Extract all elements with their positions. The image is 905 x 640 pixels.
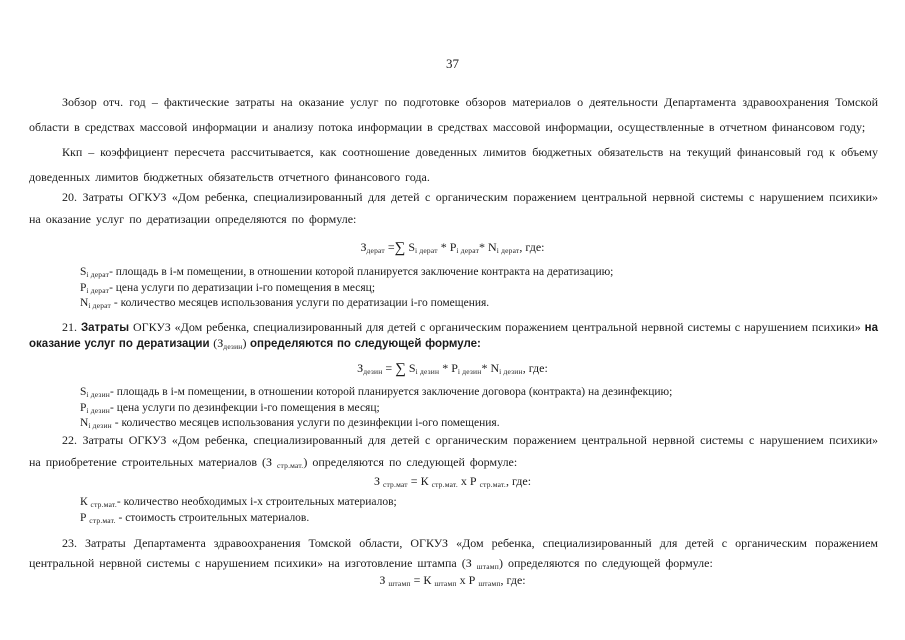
definition-p-dezin: Pi дезин- цена услуги по дезинфекции i-го помещения в месяц; — [80, 401, 380, 415]
paragraph-20-deratization: 20. Затраты ОГКУЗ «Дом ребенка, специализированный для детей с органическим поражением центральной нервной системы с нарушением психики» на оказание услуг по дератизации определяются по формуле: — [29, 190, 878, 226]
definitions-21 — [80, 386, 878, 433]
definition-n-derat: Ni дерат - количество месяцев использования услуги по дератизации i-го помещения. — [80, 297, 490, 310]
formula-20-deratization: Здерат =∑ Si дерат * Pi дерат* Ni дерат, где: — [360, 240, 545, 256]
paragraph-zobzor-otch-god: Зобзор отч. год – фактические затраты на оказание услуг по подготовке обзоров материалов о деятельности Департамента здравоохранения Томской области в средствах массовой информации и анализу потока информации в средствах массовой информации, осуществленные в отчетном финансовом году; — [29, 95, 878, 134]
definition-p-strmat: Р стр.мат. - стоимость строительных материалов. — [80, 511, 310, 525]
definition-s-derat: Si дерат- площадь в i-м помещении, в отношении которой планируется заключение контракта на дератизацию; — [80, 266, 614, 279]
definition-n-dezin: Ni дезин - количество месяцев использования услуги по дезинфекции i-ого помещения. — [80, 417, 500, 430]
paragraph-kkp-coefficient: Ккп – коэффициент пересчета рассчитывается, как соотношение доведенных лимитов бюджетных обязательств на текущий финансовый год к объему доведенных лимитов бюджетных обязательств отчетного финансового года. — [29, 145, 878, 184]
formula-21-disinfection: Здезин = ∑ Si дезин * Pi дезин* Ni дезин, где: — [357, 361, 548, 377]
formula-22-building-materials: З стр.мат = К стр.мат. х Р стр.мат., где: — [373, 474, 532, 489]
definition-k-strmat: К стр.мат.- количество необходимых i-х строительных материалов; — [80, 496, 397, 509]
paragraph-21-disinfection: 21. Затраты ОГКУЗ «Дом ребенка, специализированный для детей с органическим поражением центральной нервной системы с нарушением психики» на оказание услуг по дератизации (Здезин) определяются по следующей формуле: — [29, 320, 879, 351]
definitions-22 — [80, 496, 878, 527]
formula-23-stamp: З штамп = К штамп х Р штамп, где: — [379, 573, 526, 588]
definition-p-derat: Pi дерат- цена услуги по дератизации i-го помещения в месяц; — [80, 281, 376, 295]
definition-s-dezin: Si дезин- площадь в i-м помещении, в отношении которой планируется заключение договора (контракта) на дезинфекцию; — [80, 386, 673, 399]
paragraph-22-building-materials: 22. Затраты ОГКУЗ «Дом ребенка, специализированный для детей с органическим поражением центральной нервной системы с нарушением психики» на приобретение строительных материалов (З стр.мат.) определяются по следующей формуле: — [29, 433, 878, 470]
page-number: 37 — [446, 56, 459, 71]
definitions-20 — [80, 266, 878, 313]
paragraph-23-stamp: 23. Затраты Департамента здравоохранения Томской области, ОГКУЗ «Дом ребенка, специализированный для детей с органическим поражением центральной нервной системы с нарушением психики» на изготовление штампа (З штамп) определяются по следующей формуле: — [29, 536, 878, 571]
